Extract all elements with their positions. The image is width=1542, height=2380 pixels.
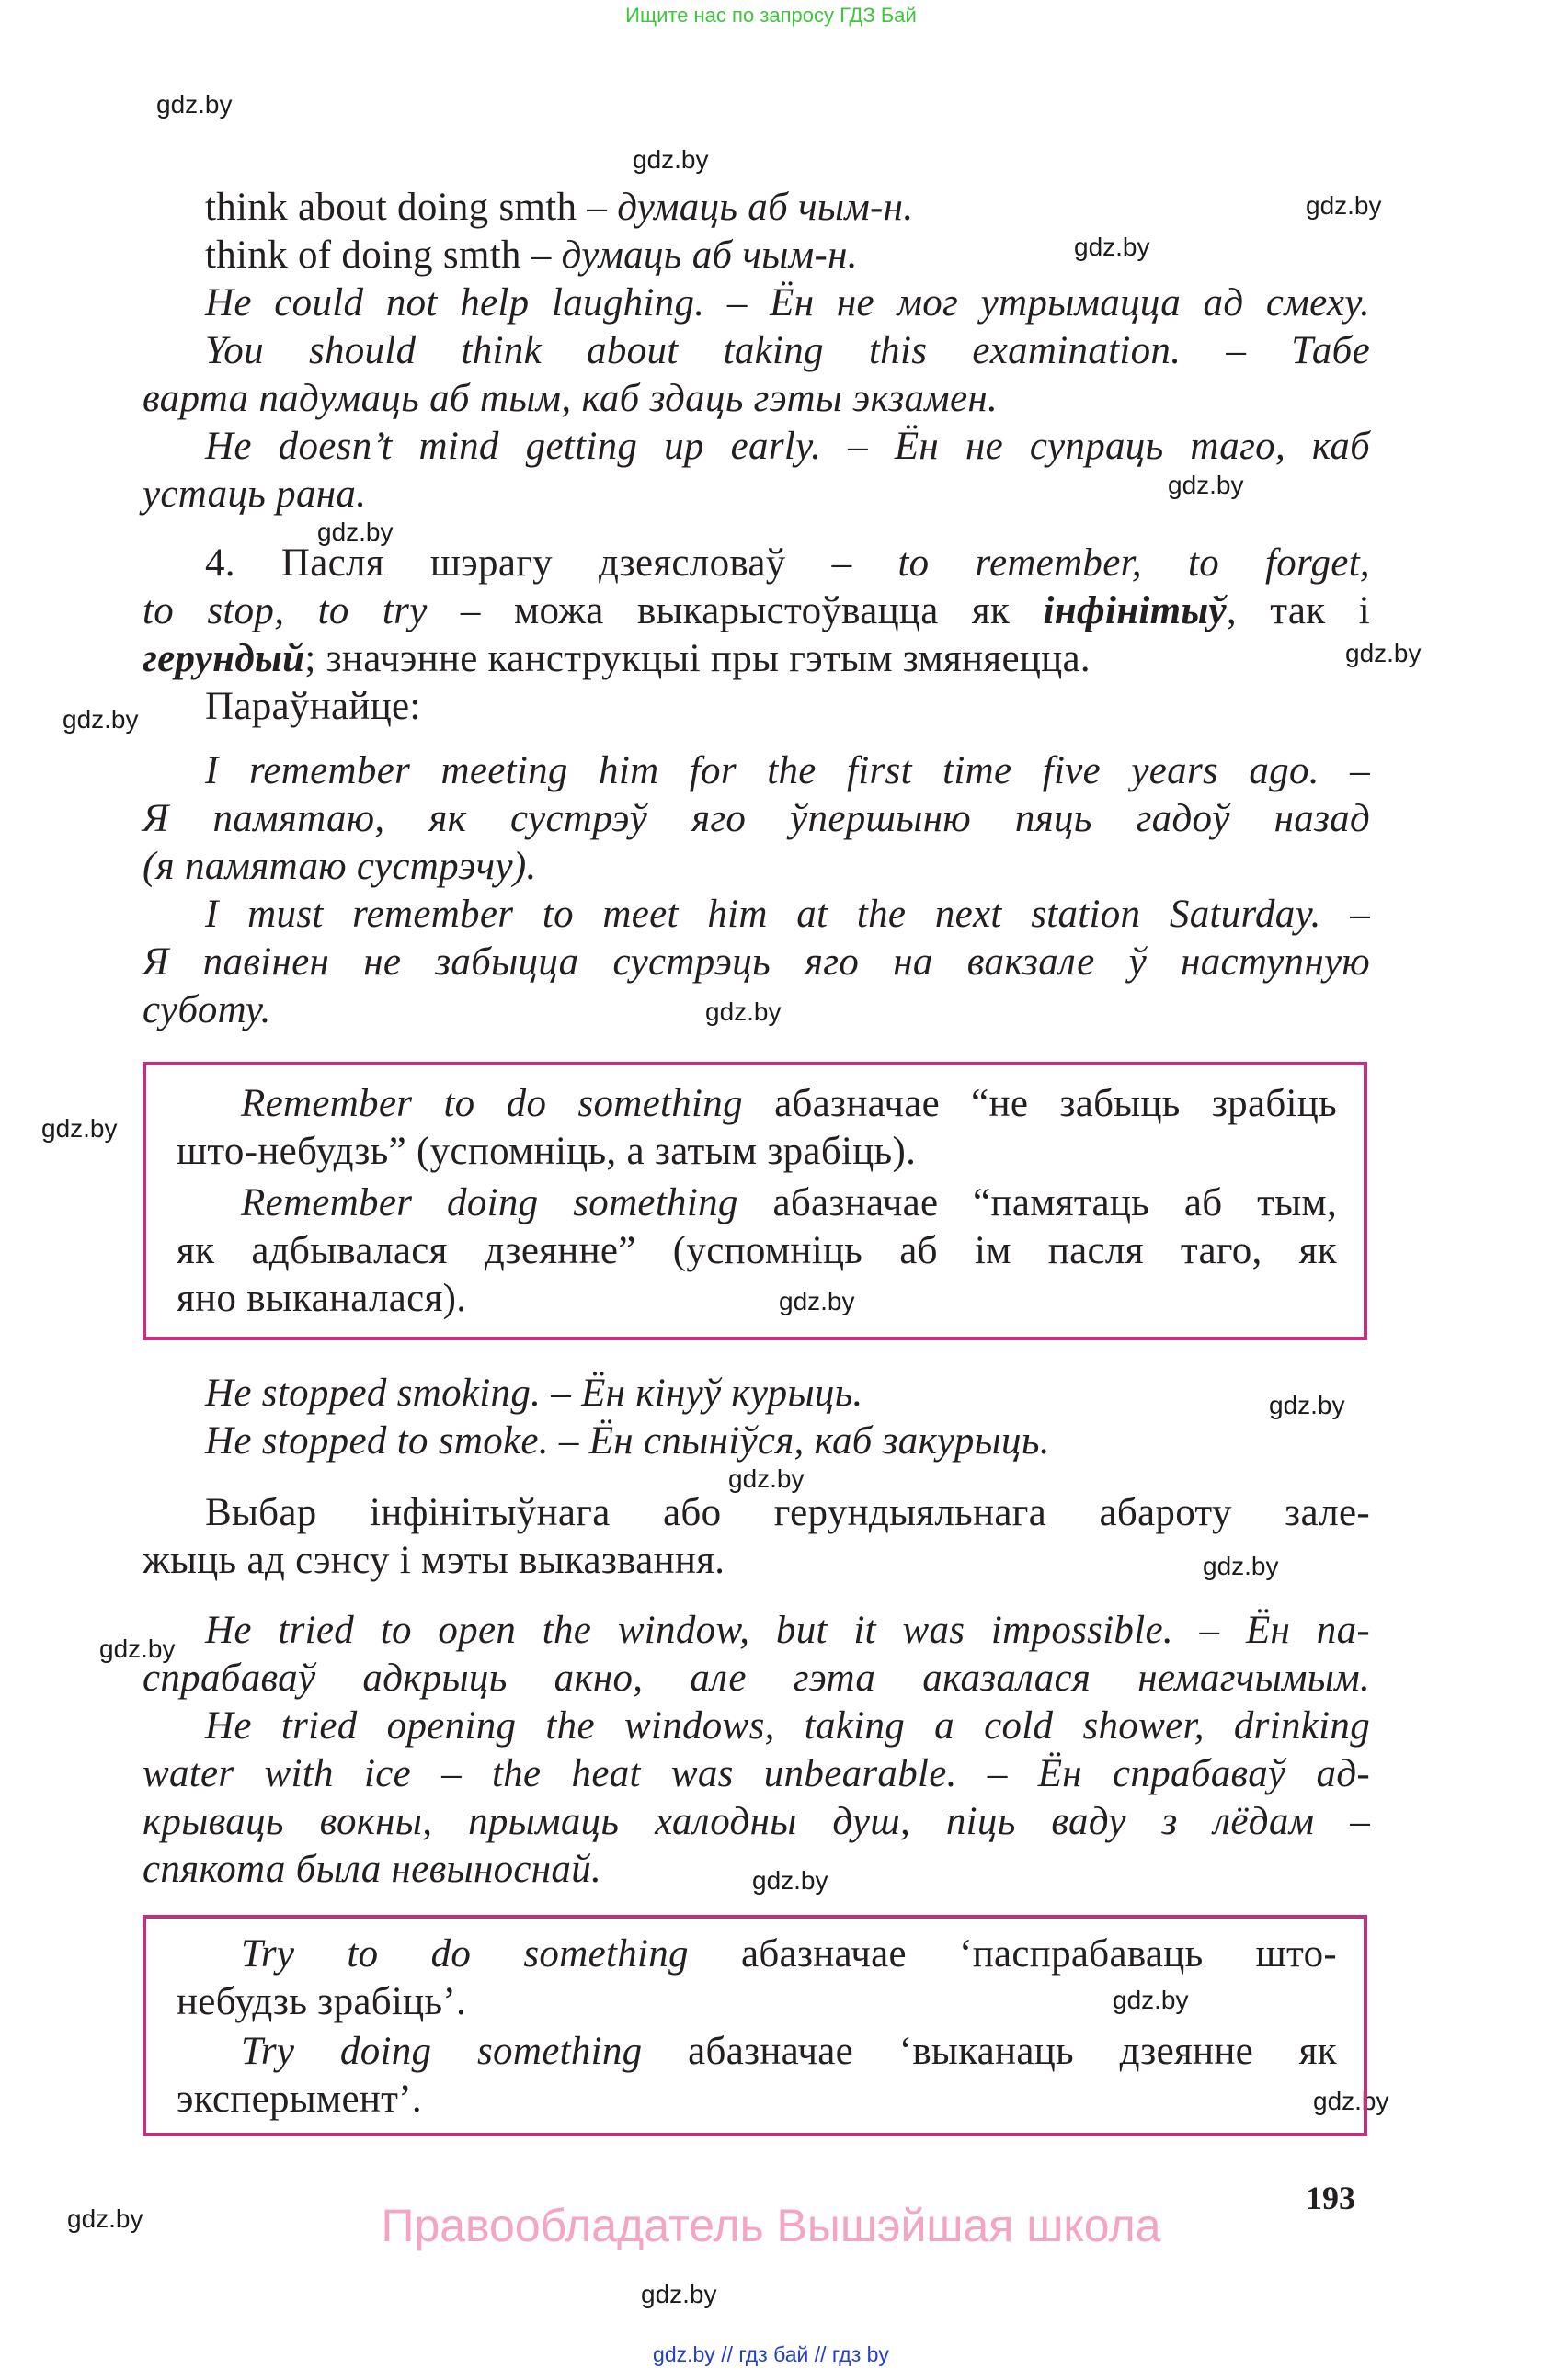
box-line: Remember doing something абазначае “памятаць аб тым,: [241, 1181, 1337, 1224]
example-line: He tried opening the windows, taking a cold shower, drinking: [205, 1704, 1370, 1748]
example-line: I remember meeting him for the first time five years ago. –: [205, 749, 1370, 792]
watermark: gdz.by: [1313, 2087, 1389, 2115]
example-line: He tried to open the window, but it was impossible. – Ён па-: [205, 1609, 1370, 1652]
example-line: I must remember to meet him at the next station Saturday. –: [205, 893, 1370, 936]
example-line: крываць вокны, прымаць халодны душ, піць ваду з лёдам –: [143, 1800, 1370, 1843]
box-line: небудзь зрабіць’.: [177, 1980, 467, 2023]
example-line: суботу.: [143, 988, 271, 1031]
watermark: gdz.by: [641, 2280, 717, 2308]
watermark: gdz.by: [1269, 1391, 1345, 1419]
example-line: water with ice – the heat was unbearable. – Ён спрабаваў ад-: [143, 1752, 1370, 1795]
example-line: You should think about taking this examination. – Табе: [205, 329, 1370, 372]
box-line: што-небудзь” (успомніць, а затым зрабіць).: [177, 1130, 917, 1173]
watermark: gdz.by: [728, 1464, 805, 1493]
box-line: эксперымент’.: [177, 2078, 422, 2121]
watermark: gdz.by: [63, 705, 139, 734]
watermark: gdz.by: [633, 145, 709, 174]
footer-links[interactable]: gdz.by // гдз бай // гдз by: [653, 2342, 889, 2366]
watermark: gdz.by: [1074, 233, 1150, 261]
rule-line: to stop, to try – можа выкарыстоўвацца як інфінітыў, так і: [143, 589, 1371, 632]
page-number: 193: [1306, 2180, 1355, 2216]
text-line: think about doing smth – думаць аб чым-н.: [205, 186, 914, 229]
example-line: спрабаваў адкрыць акно, але гэта аказалася немагчымым.: [143, 1657, 1370, 1700]
box-line: Try doing something абазначае ‘выканаць дзеянне як: [241, 2030, 1337, 2073]
watermark: gdz.by: [705, 997, 782, 1026]
watermark: gdz.by: [41, 1114, 118, 1143]
example-line: спякота была невыноснай.: [143, 1848, 602, 1891]
box-line: яно выканалася).: [177, 1277, 467, 1320]
watermark: gdz.by: [1113, 1986, 1189, 2014]
watermark: gdz.by: [156, 90, 233, 119]
box-line: Try to do something абазначае ‘паспрабаваць што-: [241, 1932, 1337, 1976]
watermark: gdz.by: [1345, 639, 1422, 667]
box-line: Remember to do something абазначае “не забыць зрабіць: [241, 1082, 1338, 1125]
example-line: варта падумаць аб тым, каб здаць гэты экзамен.: [143, 377, 999, 420]
example-line: Я памятаю, як сустрэў яго ўпершыню пяць гадоў назад: [143, 797, 1370, 840]
watermark: gdz.by: [67, 2204, 143, 2233]
box-line: як адбывалася дзеянне” (успомніць аб ім пасля таго, як: [177, 1229, 1337, 1272]
top-banner[interactable]: Ищите нас по запросу ГДЗ Бай: [625, 4, 917, 27]
example-line: He stopped smoking. – Ён кінуў курыць.: [205, 1372, 863, 1415]
text-line: think of doing smth – думаць аб чым-н.: [205, 233, 858, 277]
copyright-owner: Правообладатель Вышэйшая школа: [381, 2200, 1161, 2251]
watermark: gdz.by: [99, 1634, 176, 1663]
rule-line: герундый; значэнне канструкцыі пры гэтым змяняецца.: [143, 637, 1091, 680]
text-line: Выбар інфінітыўнага або герундыяльнага абароту зале-: [205, 1491, 1370, 1534]
compare-label: Параўнайце:: [205, 685, 421, 728]
example-line: устаць рана.: [143, 473, 367, 516]
example-line: He could not help laughing. – Ён не мог утрымацца ад смеху.: [205, 281, 1370, 325]
example-line: (я памятаю сустрэчу).: [143, 845, 537, 888]
watermark: gdz.by: [317, 518, 394, 546]
example-line: He doesn’t mind getting up early. – Ён не супраць таго, каб: [205, 425, 1370, 468]
watermark: gdz.by: [1203, 1552, 1279, 1580]
text-line: жыць ад сэнсу і мэты выказвання.: [143, 1539, 725, 1582]
example-line: Я павінен не забыцца сустрэць яго на вакзале ў наступную: [143, 940, 1370, 984]
watermark: gdz.by: [1168, 471, 1244, 499]
watermark: gdz.by: [752, 1866, 828, 1895]
watermark: gdz.by: [779, 1287, 855, 1315]
rule-line: 4. Пасля шэрагу дзеясловаў – to remember, to forget,: [205, 541, 1370, 585]
example-line: He stopped to smoke. – Ён спыніўся, каб закурыць.: [205, 1419, 1050, 1463]
watermark: gdz.by: [1306, 191, 1382, 220]
